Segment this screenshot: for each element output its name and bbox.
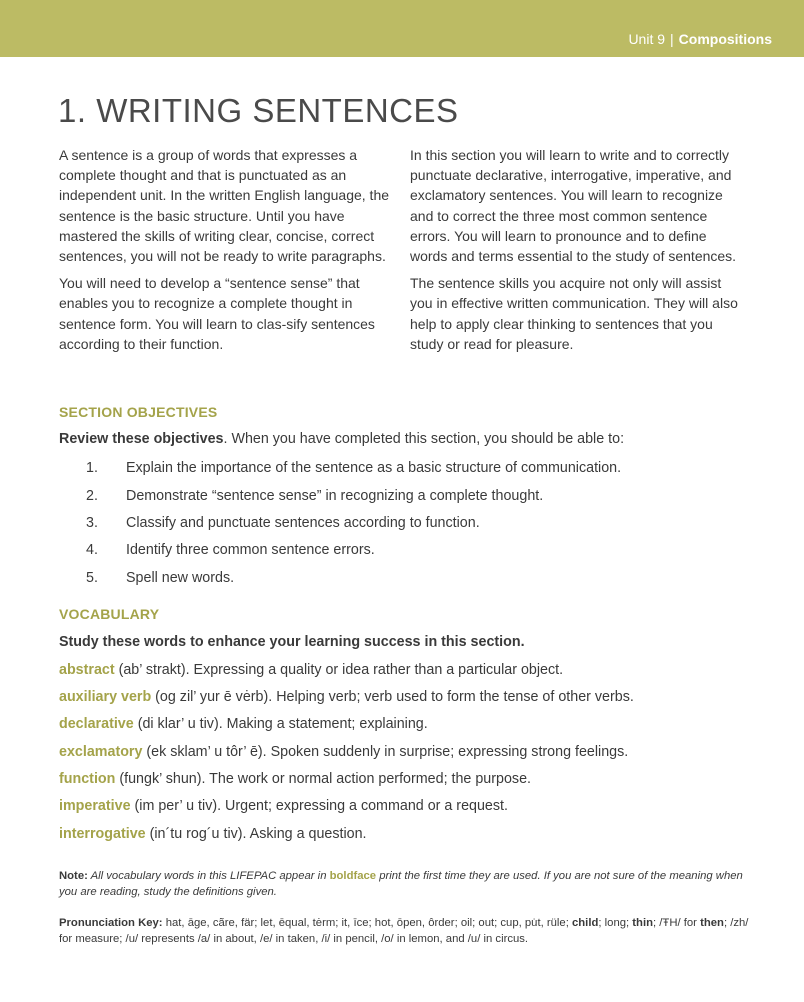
objectives-intro-bold: Review these objectives [59, 431, 224, 447]
objectives-intro [59, 431, 624, 447]
vocabulary-definition: (ek sklam’ u tôr’ ē). Spoken suddenly in surprise; expressing strong feelings. [142, 744, 629, 760]
objective-text: Spell new words. [126, 570, 235, 586]
pronunciation-then: then [700, 917, 724, 929]
pronunciation-text-4: ; /zh/ for measure; /u/ represents /a/ in about, /e/ in taken, /i/ in pencil, /o/ in lemon, and /u/ in circus. [59, 917, 749, 945]
note [59, 868, 749, 900]
vocabulary-term: imperative [59, 798, 131, 814]
intro-left-column [59, 145, 395, 361]
vocabulary-entry [59, 662, 563, 678]
vocabulary-entry [59, 771, 531, 787]
vocabulary-definition: (di klar’ u tiv). Making a statement; explaining. [133, 716, 428, 732]
section-title: 1. WRITING SENTENCES [58, 92, 459, 129]
objective-text: Demonstrate “sentence sense” in recognizing a complete thought. [126, 488, 544, 504]
objective-number: 5. [86, 570, 98, 586]
vocabulary-definition: (fungk’ shun). The work or normal action performed; the purpose. [115, 771, 531, 787]
vocabulary-definition: (og zil’ yur ē vėrb). Helping verb; verb used to form the tense of other verbs. [151, 689, 634, 705]
vocabulary-entry [59, 826, 367, 842]
intro-right-paragraph-1: In this section you will learn to write and to correctly punctuate declarative, interrogative, imperative, and exclamatory sentences. You will learn to recognize and to correct the three most common sentence errors. You will learn to pronounce and to define words and terms essential to the study of sentences. [410, 147, 737, 265]
objective-number: 2. [86, 488, 98, 504]
objective-item [86, 570, 234, 586]
pronunciation-text-2: ; long; [598, 917, 633, 929]
objective-number: 4. [86, 542, 98, 558]
intro-left-paragraph-2: You will need to develop a “sentence sense” that enables you to recognize a complete thought in sentence form. You will learn to clas-sify sentences according to their function. [59, 275, 375, 352]
header-topic: Compositions [678, 31, 772, 47]
objective-text: Explain the importance of the sentence as a basic structure of communication. [126, 460, 622, 476]
vocabulary-term: exclamatory [59, 744, 143, 760]
objective-item [86, 460, 621, 476]
pronunciation-key [59, 915, 749, 947]
vocabulary-term: abstract [59, 662, 115, 678]
objectives-heading: SECTION OBJECTIVES [59, 404, 218, 420]
vocabulary-definition: (im per’ u tiv). Urgent; expressing a command or a request. [130, 798, 508, 814]
vocabulary-definition: (in´tu rog´u tiv). Asking a question. [145, 826, 367, 842]
vocabulary-definition: (ab’ strakt). Expressing a quality or idea rather than a particular object. [114, 662, 564, 678]
pronunciation-child: child [572, 917, 599, 929]
objective-item [86, 488, 543, 504]
header-separator: | [670, 31, 674, 47]
objective-item [86, 542, 375, 558]
header-unit: Unit 9 [628, 31, 666, 47]
pronunciation-label: Pronunciation Key: [59, 917, 163, 929]
note-text-2: print the first time they are used. If you are not sure of the meaning when you are reading, study the definitions given. [59, 870, 743, 898]
intro-left-paragraph-1: A sentence is a group of words that expresses a complete thought and that is punctuated as an independent unit. In the written English language, the sentence is the basic structure. Until you have mastered the skills of writing clear, concise, correct sentences, you will not be ready to write paragraphs. [59, 147, 390, 265]
header-label [628, 31, 772, 47]
objectives-intro-rest: . When you have completed this section, you should be able to: [223, 431, 625, 447]
pronunciation-text-3: ; /ŦH/ for [653, 917, 701, 929]
vocabulary-term: interrogative [59, 826, 146, 842]
vocabulary-term: function [59, 771, 116, 787]
objective-item [86, 515, 480, 531]
note-label: Note: [59, 870, 88, 882]
vocabulary-entry [59, 798, 508, 814]
vocabulary-intro: Study these words to enhance your learning success in this section. [59, 634, 525, 650]
note-text-1: All vocabulary words in this LIFEPAC appear in [87, 870, 330, 882]
vocabulary-entry [59, 689, 634, 705]
vocabulary-entry [59, 744, 628, 760]
vocabulary-term: auxiliary verb [59, 689, 152, 705]
intro-right-column [410, 145, 740, 361]
objective-text: Classify and punctuate sentences according to function. [126, 515, 480, 531]
pronunciation-thin: thin [632, 917, 653, 929]
pronunciation-text-1: hat, āge, cãre, fär; let, ēqual, tėrm; it, īce; hot, ōpen, ôrder; oil; out; cup, pu̇t, rüle; [162, 917, 572, 929]
objective-number: 3. [86, 515, 98, 531]
vocabulary-term: declarative [59, 716, 134, 732]
header-band [0, 0, 804, 57]
objective-number: 1. [86, 460, 98, 476]
vocabulary-entry [59, 716, 428, 732]
objective-text: Identify three common sentence errors. [126, 542, 375, 558]
vocabulary-heading: VOCABULARY [59, 606, 160, 622]
note-boldface: boldface [329, 870, 377, 882]
intro-right-paragraph-2: The sentence skills you acquire not only will assist you in effective written communication. They will also help to apply clear thinking to sentences that you study or read for pleasure. [410, 275, 738, 352]
